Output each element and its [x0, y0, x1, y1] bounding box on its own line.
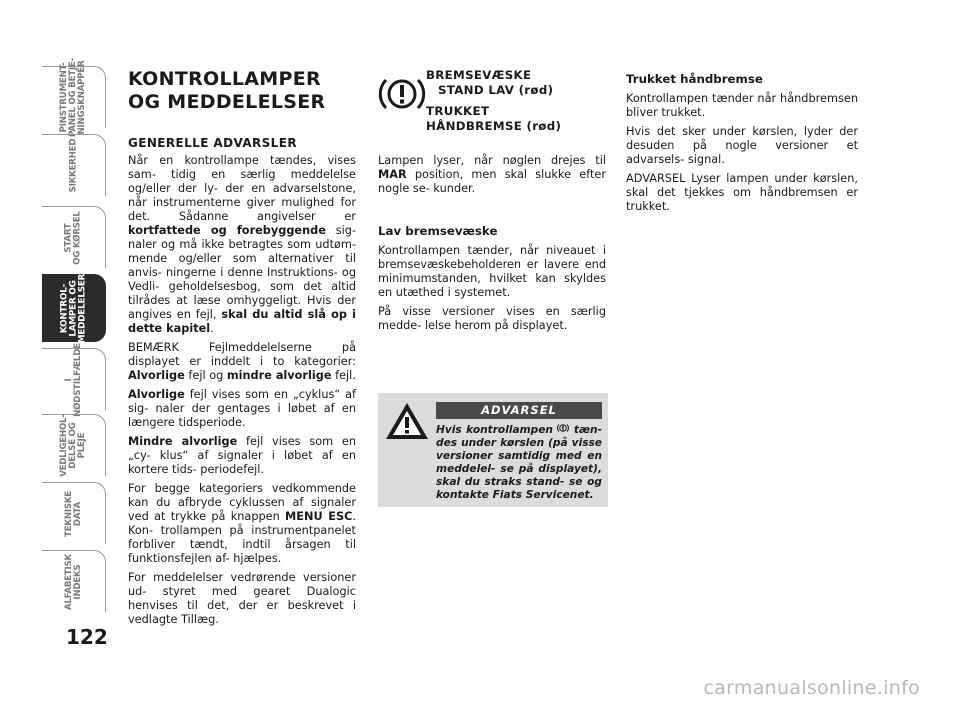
text: fejl og	[184, 369, 227, 382]
lamp-header	[378, 68, 606, 148]
tab-start[interactable]	[42, 206, 106, 268]
tab-kontrollamper[interactable]	[42, 274, 106, 342]
lamp-title-line: TRUKKET	[426, 104, 490, 118]
emphasis: skal du altid slå op i dette kapitel	[128, 308, 356, 335]
tab-noedstilfaelde[interactable]	[42, 342, 106, 417]
tab-tekniske-data[interactable]	[42, 482, 106, 544]
emphasis: kortfattede og forebyggende	[128, 224, 326, 237]
tab-vedligeholdelse[interactable]	[42, 414, 106, 476]
brake-warning-icon	[557, 422, 569, 434]
paragraph: For meddelelser vedrørende versioner ud- styret med gearet Dualogic henvises til det, der er beskrevet i vedlagte Tillæg.	[128, 571, 356, 626]
paragraph	[128, 482, 356, 566]
emphasis: Mindre alvorlige	[128, 435, 238, 448]
page-title	[128, 68, 356, 114]
lamp-title	[426, 68, 606, 134]
text: Hvis kontrollampen	[436, 424, 553, 436]
emphasis: mindre alvorlige	[226, 369, 332, 382]
lamp-title-line: HÅNDBREMSE (rød)	[426, 119, 562, 133]
tab-label: START OG KØRSEL	[63, 210, 83, 265]
paragraph: Kontrollampen tænder, når niveauet i bremsevæskebeholderen er lavere end minimumstanden, hvilket kan skyldes en utæthed i systemet.	[378, 244, 606, 299]
title-line-2: OG MEDDELELSER	[128, 91, 326, 113]
text: Når en kontrollampe tændes, vises sam- tidig en særlig meddelelse og/eller der ly- der en advarselstone, når instrumenterne giver mulighed for det. Sådanne angivelser er	[128, 154, 356, 223]
page-number: 122	[66, 625, 108, 649]
text: For begge kategoriers vedkommende kan du afbryde cyklussen af signaler ved at trykke på knappen	[128, 482, 356, 523]
emphasis: Alvorlige	[128, 369, 185, 382]
lamp-title-line: BREMSEVÆSKE	[426, 68, 532, 82]
tab-label: TEKNISKE DATA	[63, 490, 83, 537]
section-heading: GENERELLE ADVARSLER	[128, 136, 297, 150]
lamp-title-line: STAND LAV (rød)	[438, 83, 554, 97]
paragraph: På visse versioner vises en særlig medde- lelse herom på displayet.	[378, 305, 606, 332]
section-heading: Trukket håndbremse	[626, 72, 763, 86]
paragraph	[128, 388, 356, 430]
tab-alfabetisk-indeks[interactable]	[42, 550, 106, 612]
paragraph	[128, 154, 356, 336]
warning-text	[384, 422, 602, 502]
column-handbrake	[626, 68, 858, 219]
paragraph: Kontrollampen tænder når håndbremsen bliver trukket.	[626, 92, 858, 119]
tab-label: ALFABETISK INDEKS	[63, 553, 83, 610]
tab-label: SIKKERHED	[68, 138, 78, 193]
tab-sikkerhed[interactable]	[42, 134, 106, 196]
text: fejl vises som en „cy- klus“ af signaler i løbet af en kortere tids- periodefejl.	[128, 435, 357, 476]
watermark: carmanualsonline.info	[703, 677, 920, 699]
section-heading: Lav bremsevæske	[378, 224, 498, 238]
text: position, men skal slukke efter nogle se- kunder.	[378, 168, 606, 195]
title-line-1: KONTROLLAMPER	[128, 68, 321, 90]
text: sig- naler og må ikke betragtes som udtøm- mende og/eller som alternativer til anvis- ningerne i denne Instruktions- og Vedli- geholdelsesbog, som det altid tilrådes at læse omhyggeligt. Hvis der angives en fejl,	[128, 224, 356, 321]
tab-label: VEDLIGEHOL- DELSE OG PLEJE	[59, 414, 87, 477]
paragraph	[128, 435, 356, 477]
warning-box	[378, 393, 608, 507]
emphasis: MAR	[378, 168, 407, 181]
text: .	[210, 322, 214, 335]
emphasis: MENU ESC	[285, 510, 353, 523]
text: . Kon- trollampen på instrumentpanelet forbliver tændt, indtil årsagen til funktionsfejlen af- hjælpes.	[128, 510, 356, 565]
tab-label: KONTROL- LAMPER OG MEDDELELSER	[59, 273, 88, 344]
tab-label: I NØDSTILFÆLDE	[63, 342, 83, 417]
paragraph	[378, 154, 606, 196]
text: BEMÆRK Fejlmeddelelserne på displayet er inddelt i to kategorier:	[128, 341, 356, 368]
emphasis: Alvorlige	[128, 388, 185, 401]
text: fejl vises som en „cyklus“ af sig- naler der gentages i løbet af en længere tidsperiode.	[128, 388, 356, 429]
paragraph: Hvis det sker under kørslen, lyder der desuden på nogle versioner et advarsels- signal.	[626, 125, 858, 166]
paragraph: ADVARSEL Lyser lampen under kørslen, skal det tjekkes om håndbremsen er trukket.	[626, 172, 858, 213]
text: Lampen lyser, når nøglen drejes til	[378, 154, 606, 167]
paragraph	[128, 341, 356, 383]
tab-instrumentpanel[interactable]	[42, 58, 106, 137]
text: fejl.	[331, 369, 356, 382]
column-brake-fluid	[378, 68, 606, 338]
warning-banner: ADVARSEL	[436, 402, 602, 419]
column-general-warnings	[128, 68, 356, 632]
warning-text-first	[384, 422, 602, 502]
text: tæn- des under kørslen (på visse versioner samtidig med en meddelel- se på displayet), skal du straks stand- se og kontakte Fiats Servicenet.	[436, 424, 602, 501]
brake-warning-icon	[378, 70, 426, 118]
tab-label: PINSTRUMENT- PANEL OG BETJE- NINGSKNAPPER	[59, 58, 87, 137]
